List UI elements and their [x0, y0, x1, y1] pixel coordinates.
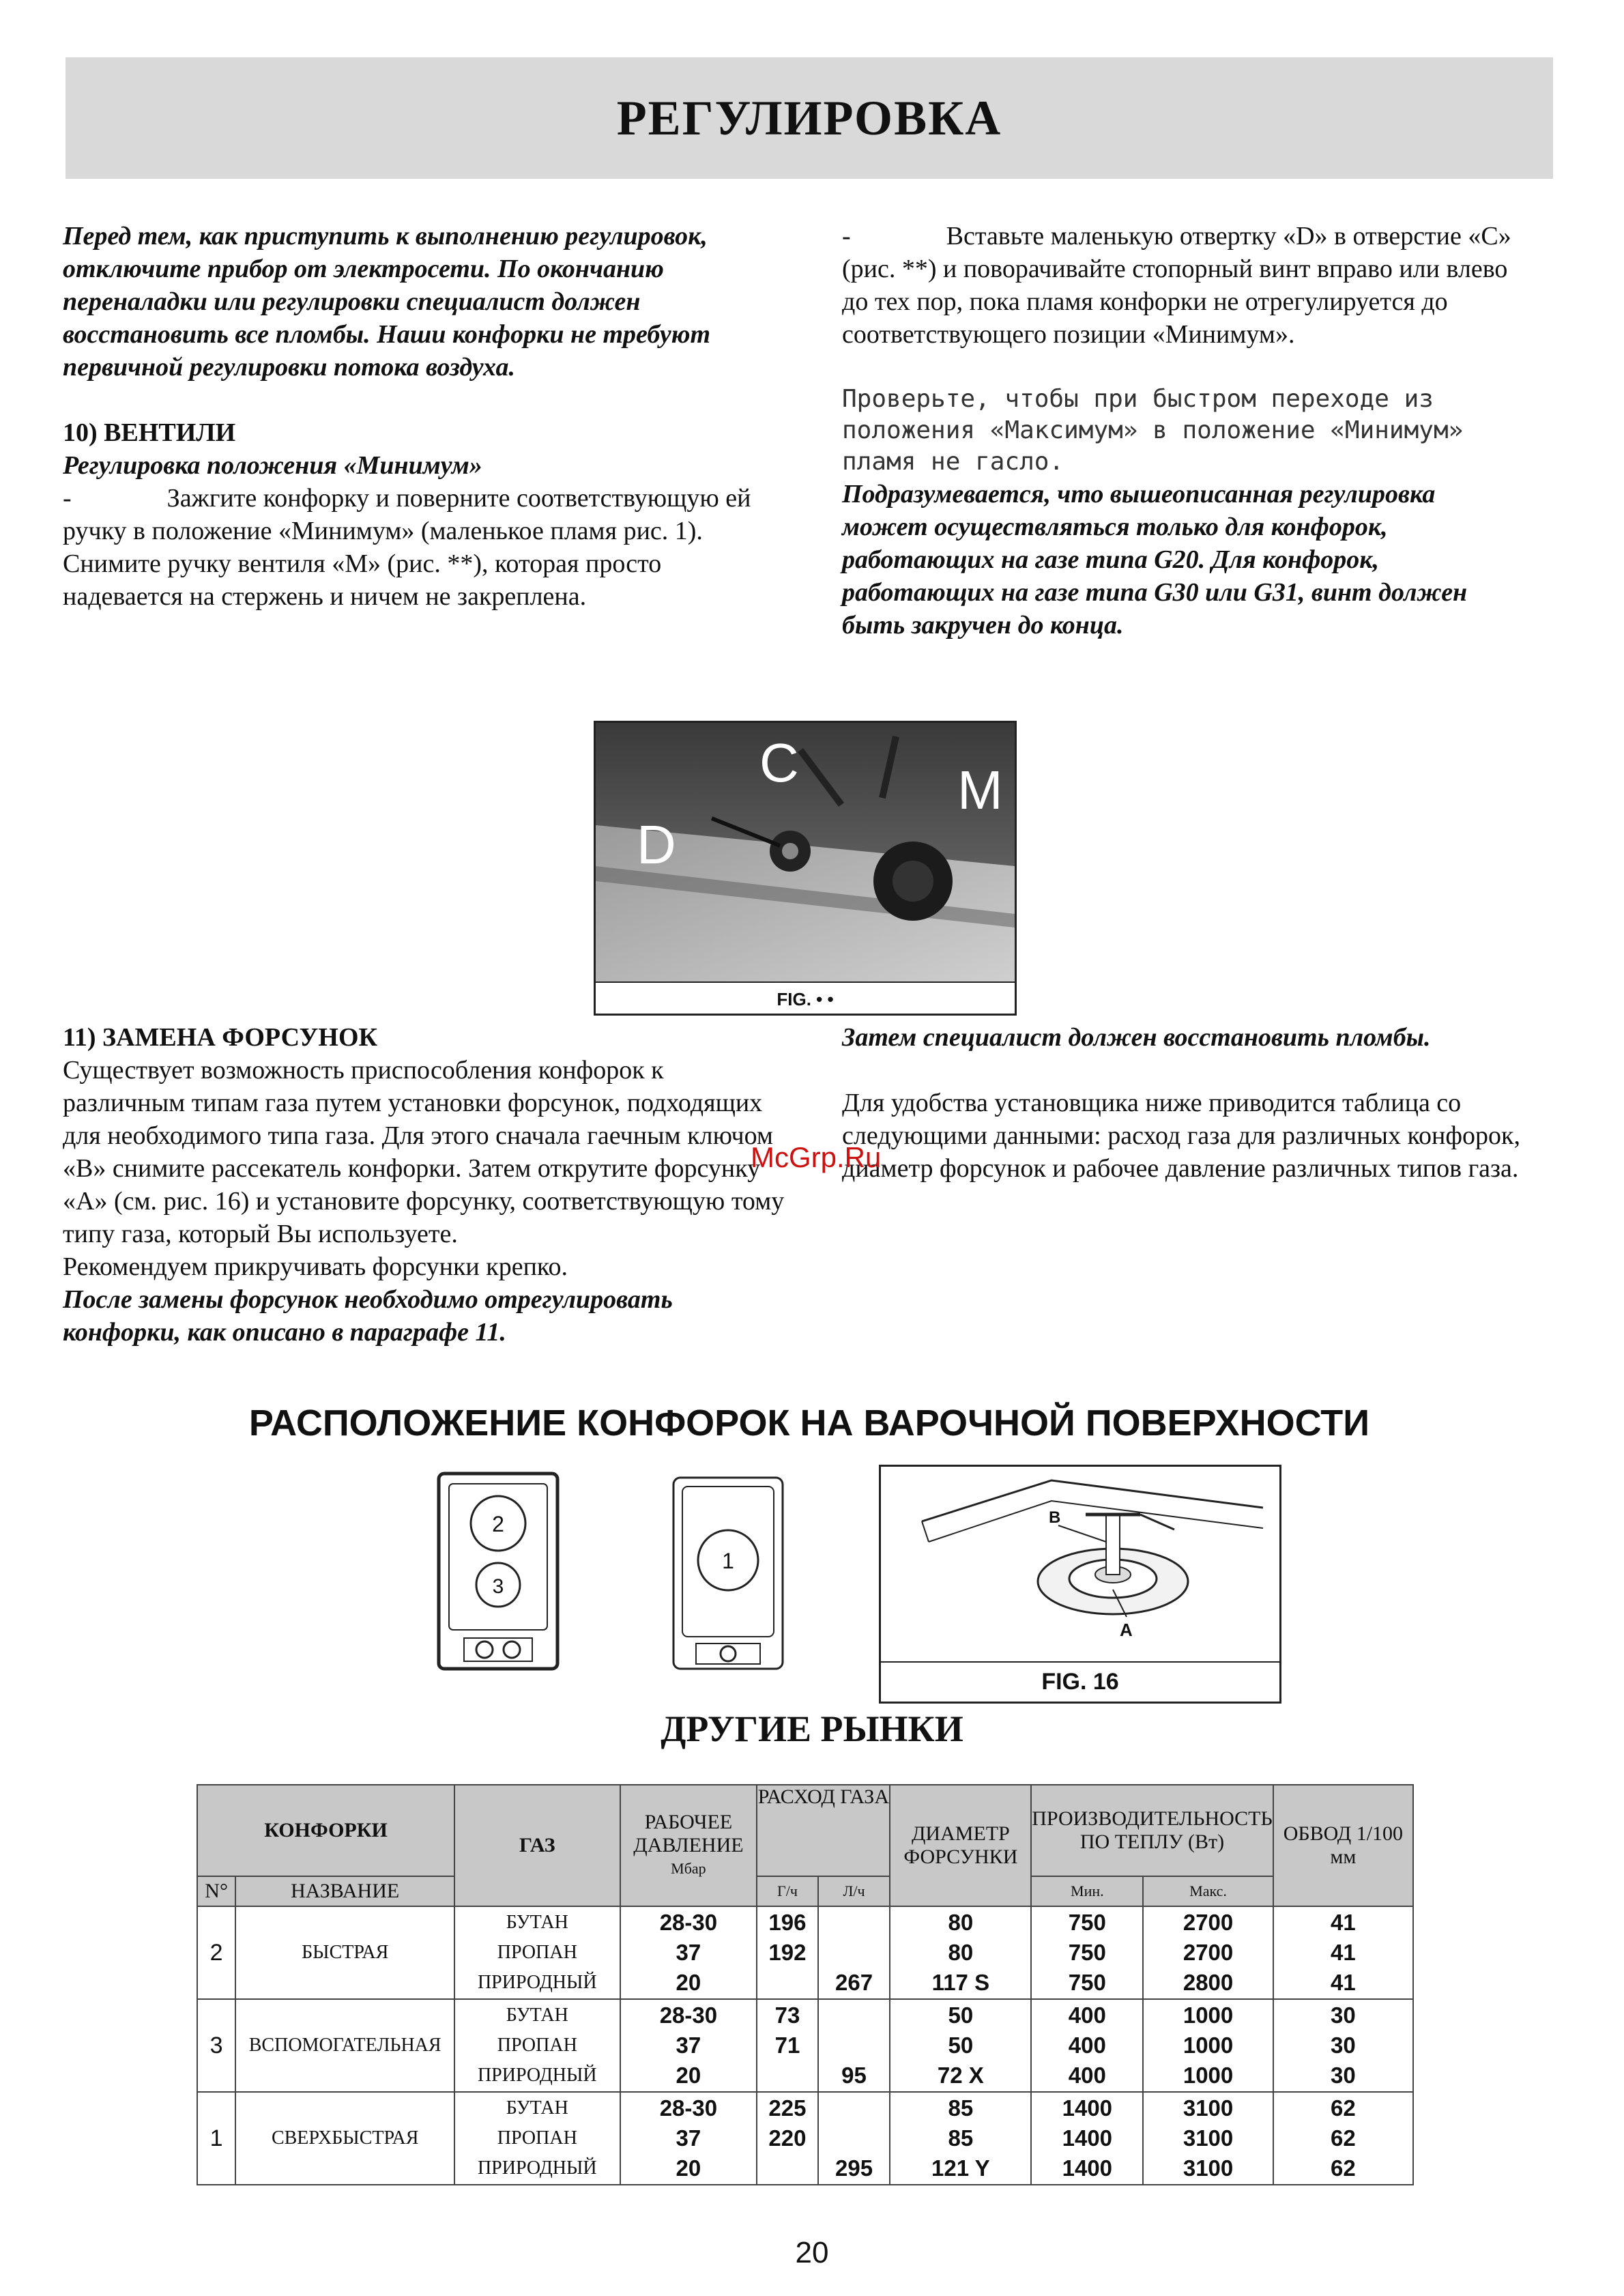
- cell-value: 72 X: [937, 2063, 984, 2088]
- cell-value: ПРИРОДНЫЙ: [477, 2065, 597, 2086]
- cell-value: 41: [1331, 1970, 1356, 1995]
- section-11-body: Существует возможность приспособления конфорок к различным типам газа путем установки форсунок, подходящих для необходимого типа газа. Для этого сначала гаечным ключом «В» снимите рассекатель конфорки. Затем открутите форсунку «А» (см. рис. 16) и установите форсунку, соответствующую тому типу газа, который Вы используете.: [63, 1056, 785, 1248]
- cell-value: 28-30: [659, 1910, 718, 1935]
- cell-value: ПРИРОДНЫЙ: [477, 2157, 597, 2179]
- right-column-2: [842, 1021, 1524, 1185]
- cell-value: 1000: [1183, 2033, 1234, 2058]
- label-c: C: [759, 732, 799, 793]
- cell-value: 80: [948, 1940, 974, 1965]
- cell-value: 225: [768, 2095, 807, 2121]
- cell-gas: [454, 1999, 620, 2092]
- cell-value: 400: [1068, 2063, 1106, 2088]
- section-10-subtitle: Регулировка положения «Минимум»: [63, 451, 482, 480]
- fig16-label-a: A: [1120, 1620, 1133, 1640]
- burner-spec-table: [197, 1784, 1414, 2185]
- warning-text: Перед тем, как приступить к выполнению регулировок, отключите прибор от электросети. По окончанию переналадки или регулировки специалист должен восстановить все пломбы. Наши конфорки не требуют первичной регулировки потока воздуха.: [63, 222, 711, 382]
- dash: -: [63, 484, 72, 513]
- cell-value: 37: [676, 2033, 701, 2058]
- burner-2-label: 2: [492, 1512, 504, 1536]
- figure-control-panel: [594, 721, 1017, 1016]
- cell-value: 62: [1331, 2155, 1356, 2181]
- cell-value: 1400: [1062, 2125, 1113, 2151]
- cell-value: 220: [768, 2125, 807, 2151]
- section-10-step1: [63, 482, 786, 547]
- cell-value: 62: [1331, 2095, 1356, 2121]
- cell-value: 1000: [1183, 2063, 1234, 2088]
- header-pressure: РАБОЧЕЕ ДАВЛЕНИЕ Мбар: [620, 1785, 757, 1906]
- cell-gas: [454, 2092, 620, 2185]
- diagram-two-burner: [437, 1472, 560, 1671]
- cell-diameter: [890, 2092, 1031, 2185]
- cell-value: 95: [841, 2063, 867, 2088]
- cell-value: 50: [948, 2033, 974, 2058]
- cell-pmax: [1143, 1906, 1273, 1999]
- burner-1-label: 1: [722, 1549, 734, 1573]
- check-text: Проверьте, чтобы при быстром переходе из положения «Максимум» в положение «Минимум» пламя не гасло.: [842, 385, 1464, 476]
- cell-pressure: [620, 2092, 757, 2185]
- cell-value: 3100: [1183, 2095, 1234, 2121]
- cell-pmin: [1031, 1999, 1143, 2092]
- burner-name: БЫСТРАЯ: [235, 1906, 454, 1999]
- diagram-one-burner: [671, 1476, 785, 1671]
- step1-text: Зажгите конфорку и поверните соответствующую ей ручку в положение «Минимум» (маленькое пламя рис. 1).: [63, 484, 751, 545]
- dash: -: [842, 222, 851, 250]
- header-bypass: ОБВОД 1/100 мм: [1273, 1785, 1413, 1906]
- cell-bypass: [1273, 1906, 1413, 1999]
- cell-pmin: [1031, 2092, 1143, 2185]
- cell-value: 400: [1068, 2033, 1106, 2058]
- cell-value: [757, 2061, 817, 2091]
- header-flow-l: Л/ч: [818, 1876, 890, 1906]
- markets-title: ДРУГИЕ РЫНКИ: [661, 1708, 963, 1749]
- cell-value: 73: [774, 2003, 800, 2028]
- section-11-recommend: Рекомендуем прикручивать форсунки крепко.: [63, 1252, 568, 1281]
- header-no: N°: [197, 1876, 235, 1906]
- burner-number: 1: [197, 2092, 235, 2185]
- fig16-label-b: B: [1049, 1508, 1061, 1527]
- cell-value: 28-30: [659, 2003, 718, 2028]
- section-11: [63, 1021, 786, 1349]
- cell-value: 28-30: [659, 2095, 718, 2121]
- cell-pmax: [1143, 1999, 1273, 2092]
- section-10-title: 10) ВЕНТИЛИ: [63, 418, 236, 447]
- cell-value: [819, 1908, 890, 1938]
- cell-bypass: [1273, 2092, 1413, 2185]
- cell-flow-l: [818, 2092, 890, 2185]
- cell-flow-g: [757, 2092, 817, 2185]
- cell-value: 2700: [1183, 1940, 1234, 1965]
- cell-value: [819, 2123, 890, 2153]
- cell-value: 37: [676, 1940, 701, 1965]
- cell-value: 20: [676, 2063, 701, 2088]
- cell-pressure: [620, 1906, 757, 1999]
- cell-bypass: [1273, 1999, 1413, 2092]
- table-intro: Для удобства установщика ниже приводится таблица со следующими данными: расход газа для различных конфорок, диаметр форсунок и рабочее давление различных типов газа.: [842, 1089, 1520, 1183]
- cell-value: 80: [948, 1910, 974, 1935]
- label-d: D: [637, 814, 676, 875]
- page-title: РЕГУЛИРОВКА: [616, 91, 1002, 145]
- cell-value: [819, 2093, 890, 2123]
- step3-text: Вставьте маленькую отвертку «D» в отверстие «С» (рис. **) и поворачивайте стопорный винт вправо или влево до тех пор, пока пламя конфорки не отрегулируется до соответствующего позиции «Минимум».: [842, 222, 1511, 349]
- cell-flow-l: [818, 1999, 890, 2092]
- header-flow: РАСХОД ГАЗА: [757, 1785, 890, 1876]
- cell-value: 37: [676, 2125, 701, 2151]
- burner-name: СВЕРХБЫСТРАЯ: [235, 2092, 454, 2185]
- cell-diameter: [890, 1906, 1031, 1999]
- cell-value: ПРИРОДНЫЙ: [477, 1972, 597, 1993]
- table-body: [197, 1906, 1413, 2185]
- cell-flow-l: [818, 1906, 890, 1999]
- cell-value: 62: [1331, 2125, 1356, 2151]
- cell-value: 50: [948, 2003, 974, 2028]
- section-11-title: 11) ЗАМЕНА ФОРСУНОК: [63, 1023, 378, 1052]
- cell-diameter: [890, 1999, 1031, 2092]
- header-power-min: Мин.: [1031, 1876, 1143, 1906]
- cell-value: 3100: [1183, 2125, 1234, 2151]
- cell-value: БУТАН: [506, 1912, 568, 1933]
- table-row: [197, 1906, 1413, 1999]
- seals-text: Затем специалист должен восстановить пломбы.: [842, 1023, 1431, 1052]
- left-column: [63, 220, 786, 613]
- cell-value: [819, 1938, 890, 1968]
- cell-value: 20: [676, 2155, 701, 2181]
- cell-flow-g: [757, 1999, 817, 2092]
- header-flow-g: Г/ч: [757, 1876, 817, 1906]
- cell-value: 267: [835, 1970, 873, 1995]
- cell-value: 750: [1068, 1970, 1106, 1995]
- burner-number: 2: [197, 1906, 235, 1999]
- fig16-caption: FIG. 16: [1041, 1669, 1119, 1695]
- cell-flow-g: [757, 1906, 817, 1999]
- cell-value: 750: [1068, 1910, 1106, 1935]
- cell-value: 117 S: [931, 1970, 990, 1995]
- header-power-max: Макс.: [1143, 1876, 1273, 1906]
- cell-value: 20: [676, 1970, 701, 1995]
- cell-value: 2800: [1183, 1970, 1234, 1995]
- burner-name: ВСПОМОГАТЕЛЬНАЯ: [235, 1999, 454, 2092]
- cell-value: 30: [1331, 2063, 1356, 2088]
- cell-value: 85: [948, 2095, 974, 2121]
- cell-gas: [454, 1906, 620, 1999]
- cell-value: 30: [1331, 2033, 1356, 2058]
- burner-3-label: 3: [492, 1575, 504, 1598]
- right-column: [842, 220, 1524, 642]
- figure-16: [879, 1465, 1281, 1704]
- cell-value: 121 Y: [931, 2155, 990, 2181]
- cell-value: [757, 1968, 817, 1998]
- cell-value: 41: [1331, 1940, 1356, 1965]
- cell-value: 1400: [1062, 2155, 1113, 2181]
- cell-value: ПРОПАН: [497, 2035, 577, 2056]
- cell-pressure: [620, 1999, 757, 2092]
- cell-value: БУТАН: [506, 2097, 568, 2119]
- cell-value: 196: [768, 1910, 807, 1935]
- note-text: Подразумевается, что вышеописанная регулировка может осуществляться только для конфорок, работающих на газе типа G20. Для конфорок, работающих на газе типа G30 или G31, винт должен быть закручен до конца.: [842, 480, 1468, 640]
- burner-number: 3: [197, 1999, 235, 2092]
- cell-value: 2700: [1183, 1910, 1234, 1935]
- header-power: ПРОИЗВОДИТЕЛЬНОСТЬ ПО ТЕПЛУ (Вт): [1031, 1785, 1273, 1876]
- section-11-after: После замены форсунок необходимо отрегулировать конфорки, как описано в параграфе 11.: [63, 1285, 673, 1347]
- layout-title: РАСПОЛОЖЕНИЕ КОНФОРОК НА ВАРОЧНОЙ ПОВЕРХНОСТИ: [248, 1403, 1370, 1444]
- cell-value: ПРОПАН: [497, 1942, 577, 1963]
- table-row: [197, 1999, 1413, 2092]
- cell-value: [757, 2153, 817, 2183]
- page-number: 20: [795, 2236, 829, 2269]
- injector-replacement-drawing: [881, 1467, 1279, 1702]
- cell-value: 295: [835, 2155, 873, 2181]
- fig-top-caption: FIG. • •: [777, 989, 834, 1009]
- header-diameter: ДИАМЕТР ФОРСУНКИ: [890, 1785, 1031, 1906]
- header-burners: КОНФОРКИ: [197, 1785, 454, 1876]
- watermark: McGrp.Ru: [751, 1141, 882, 1173]
- cell-value: 3100: [1183, 2155, 1234, 2181]
- cell-value: 750: [1068, 1940, 1106, 1965]
- cell-value: 1000: [1183, 2003, 1234, 2028]
- cell-value: [819, 2000, 890, 2030]
- step3: [842, 220, 1524, 351]
- table-row: [197, 2092, 1413, 2185]
- cell-value: 30: [1331, 2003, 1356, 2028]
- cell-value: [819, 2030, 890, 2061]
- cell-pmax: [1143, 2092, 1273, 2185]
- cell-value: 85: [948, 2125, 974, 2151]
- cell-value: 1400: [1062, 2095, 1113, 2121]
- cell-value: 41: [1331, 1910, 1356, 1935]
- control-panel-photo: [596, 723, 1015, 1014]
- cell-value: 71: [774, 2033, 800, 2058]
- cell-value: БУТАН: [506, 2005, 568, 2026]
- header-name: НАЗВАНИЕ: [235, 1876, 454, 1906]
- cell-value: ПРОПАН: [497, 2127, 577, 2149]
- header-gas: ГАЗ: [454, 1785, 620, 1906]
- cell-pmin: [1031, 1906, 1143, 1999]
- cell-value: 400: [1068, 2003, 1106, 2028]
- cell-value: 192: [768, 1940, 807, 1965]
- label-m: M: [957, 760, 1003, 820]
- section-10-step2: Снимите ручку вентиля «М» (рис. **), которая просто надевается на стержень и ничем не закреплена.: [63, 549, 662, 611]
